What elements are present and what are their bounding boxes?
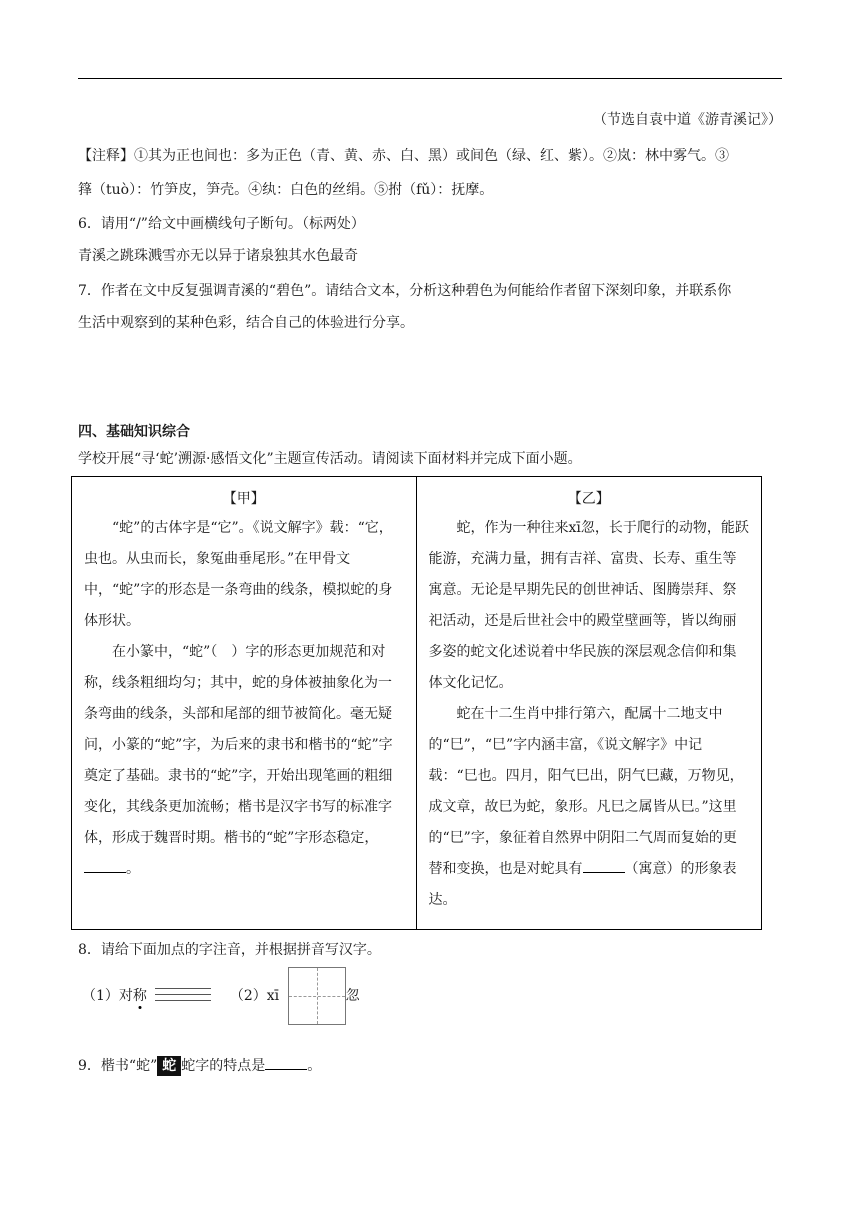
question-7-line-1: 7．作者在文中反复强调青溪的“碧色”。请结合文本，分析这种碧色为何能给作者留下深刻印象，并联系你 xyxy=(78,283,732,299)
answer-blank[interactable] xyxy=(265,1069,307,1070)
answer-blank[interactable] xyxy=(84,872,126,873)
material-yi-paragraph-2-text: 蛇在十二生肖中排行第六，配属十二地支中的“巳”，“巳”字内涵丰富，《说文解字》中记载：“巳也。四月，阳气巳出，阴气巳藏，万物见，成文章，故巳为蛇，象形。凡巳之属皆从巳。”这里的“巳”字，象征着自然界中阴阳二气周而复始的更替和变换，也是对蛇具有 xyxy=(428,706,744,877)
section-4-title: 四、基础知识综合 xyxy=(78,424,190,440)
q8-item-2-label: （2）xī xyxy=(229,988,280,1004)
notes-line-1: 【注释】①其为正也间也：多为正色（青、黄、赤、白、黑）或间色（绿、红、紫）。②岚：林中雾气。③ xyxy=(78,148,729,164)
question-6-prompt: 6．请用“/”给文中画横线句子断句。（标两处） xyxy=(78,216,365,232)
question-8-items xyxy=(82,966,360,1026)
material-jia xyxy=(72,477,417,929)
material-jia-title: 【甲】 xyxy=(222,491,265,507)
q9-prompt-end: 。 xyxy=(307,1058,322,1074)
material-yi-title: 【乙】 xyxy=(567,491,610,507)
question-7-line-2: 生活中观察到的某种色彩，结合自己的体验进行分享。 xyxy=(78,315,414,331)
material-jia-paragraph-2 xyxy=(84,637,404,885)
q8-item-1-label: （1）对 xyxy=(82,988,133,1004)
question-6-sentence: 青溪之跳珠溅雪亦无以异于诸泉独其水色最奇 xyxy=(78,248,358,264)
q9-prompt-b: 蛇字的特点是 xyxy=(181,1058,266,1074)
material-jia-paragraph-2-end: 。 xyxy=(126,861,140,877)
question-9 xyxy=(78,1056,321,1076)
materials-table xyxy=(71,476,762,930)
material-yi xyxy=(417,477,762,929)
header-rule xyxy=(78,78,782,79)
material-yi-paragraph-2 xyxy=(429,699,750,916)
material-yi-paragraph-2-end: （寓意）的形象表达。 xyxy=(428,861,737,908)
answer-blank[interactable] xyxy=(583,872,625,873)
source-citation: （节选自袁中道《游青溪记》） xyxy=(593,112,782,128)
q8-item-2-after: 忽 xyxy=(345,988,360,1004)
material-yi-paragraph-1: 蛇，作为一种往来xī忽，长于爬行的动物，能跃能游，充满力量，拥有吉祥、富贵、长寿、重生等寓意。无论是早期先民的创世神话、图腾崇拜、祭祀活动，还是后世社会中的殿堂壁画等，皆以绚丽多姿的蛇文化述说着中华民族的深层观念信仰和集体文化记忆。 xyxy=(428,520,749,691)
pinyin-answer-lines[interactable] xyxy=(155,983,211,1009)
material-jia-paragraph-1: “蛇”的古体字是“它”。《说文解字》载：“它，虫也。从虫而长，象冤曲垂尾形。”在甲骨文中，“蛇”字的形态是一条弯曲的线条，模拟蛇的身体形状。 xyxy=(84,520,393,629)
kaishu-snake-glyph: 蛇 xyxy=(157,1056,181,1076)
q9-prompt-a: 9．楷书“蛇” xyxy=(78,1058,158,1074)
question-8-prompt: 8．请给下面加点的字注音，并根据拼音写汉字。 xyxy=(78,942,381,958)
q8-dotted-char: 称 xyxy=(132,988,147,1004)
section-4-intro: 学校开展“寻‘蛇’溯源·感悟文化”主题宣传活动。请阅读下面材料并完成下面小题。 xyxy=(78,451,582,467)
notes-line-2: 箨（tuò）：竹笋皮，笋壳。④纨：白色的丝绢。⑤拊（fǔ）：抚摩。 xyxy=(78,182,494,198)
material-jia-paragraph-2-text: 在小篆中，“蛇”（ ）字的形态更加规范和对称，线条粗细均匀；其中，蛇的身体被抽象化为一条弯曲的线条，头部和尾部的细节被简化。毫无疑问，小篆的“蛇”字，为后来的隶书和楷书的“蛇”字奠定了基础。隶书的“蛇”字，开始出现笔画的粗细变化，其线条更加流畅；楷书是汉字书写的标准字体，形成于魏晋时期。楷书的“蛇”字形态稳定， xyxy=(84,644,393,846)
character-grid-box[interactable] xyxy=(288,967,346,1025)
